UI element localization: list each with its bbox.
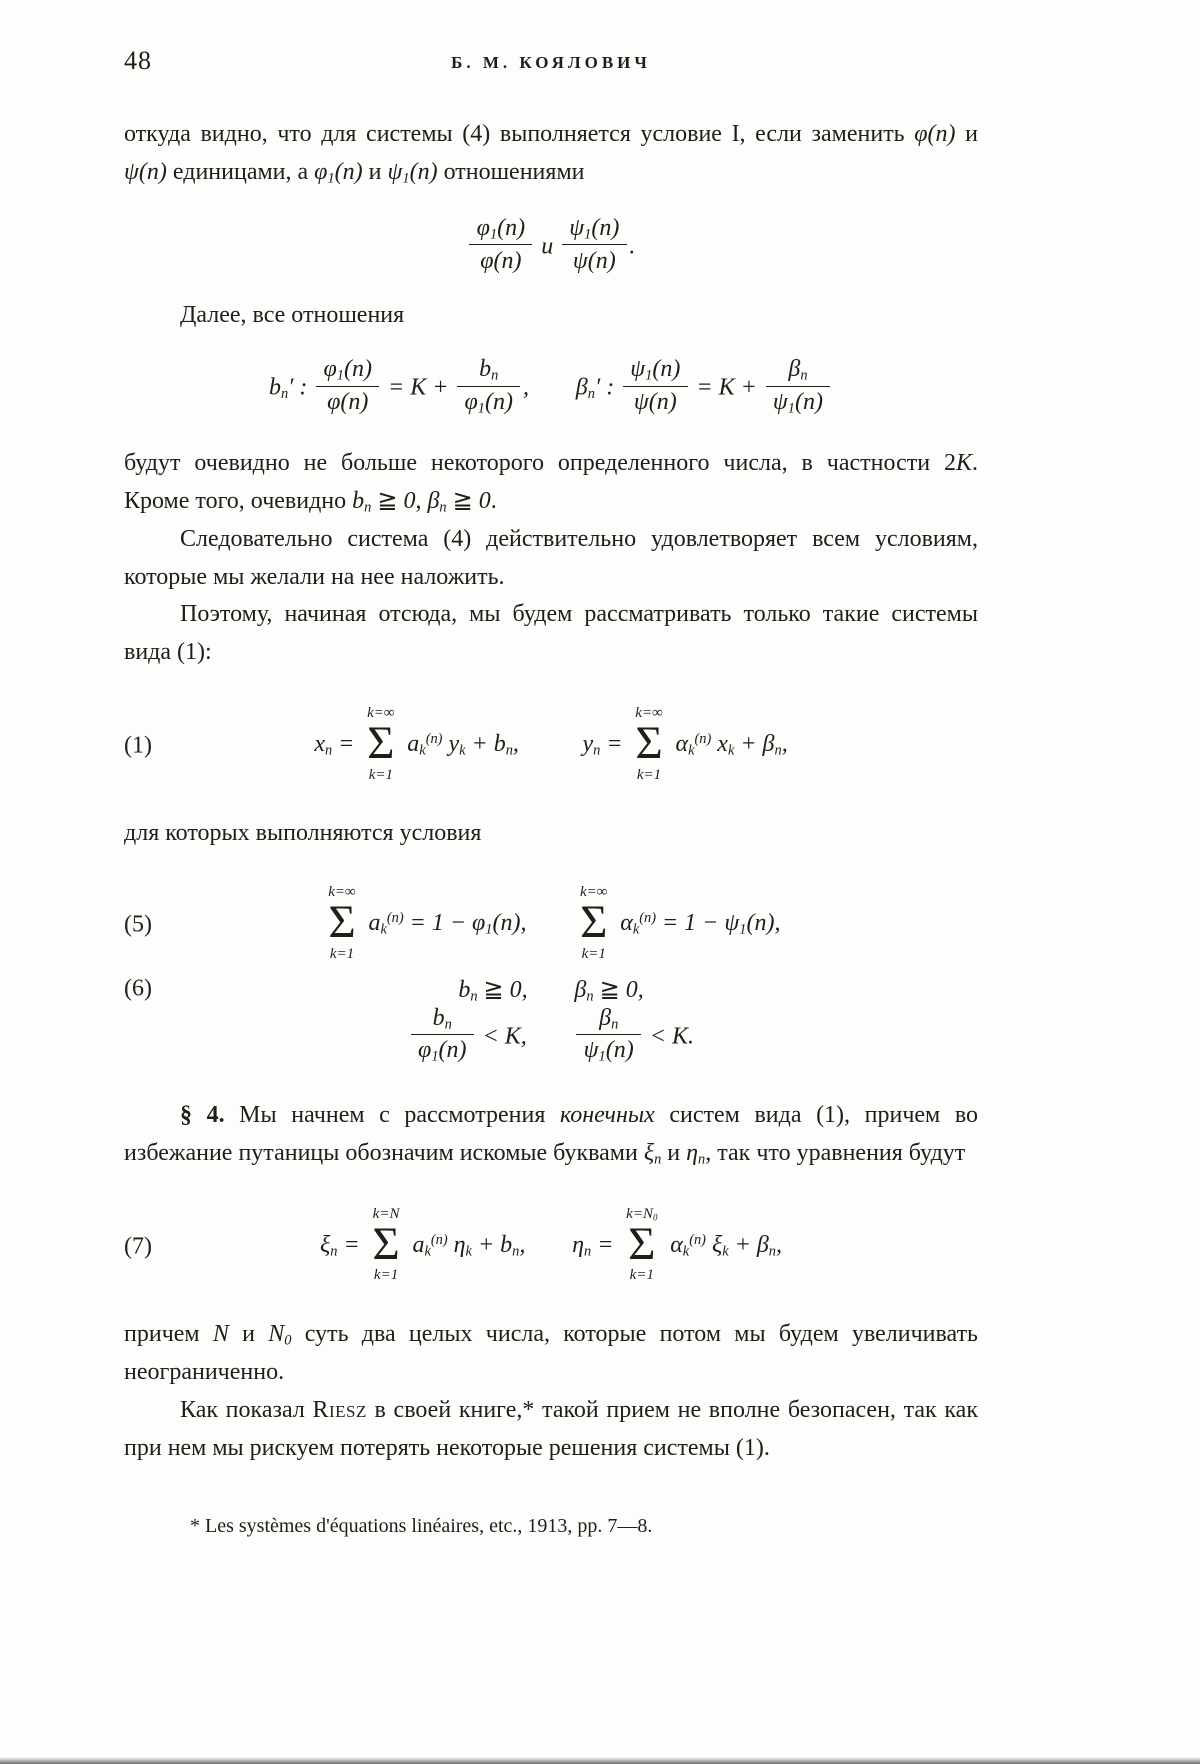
- text-run: и: [661, 1140, 687, 1167]
- equation-6-line-1: [124, 975, 978, 1004]
- text-run: , так что уравнения будут: [705, 1140, 966, 1167]
- equation-number: (5): [124, 911, 152, 938]
- text-run: . Кроме того, очевидно: [124, 449, 978, 514]
- scan-bottom-edge: [0, 1757, 1200, 1764]
- paragraph-riesz: [124, 1392, 978, 1468]
- paragraph-n-numbers: [124, 1316, 978, 1392]
- text-run: ,: [415, 487, 428, 514]
- page-header: [124, 46, 978, 78]
- inline-math: $\varphi_1(n)$: [314, 158, 363, 187]
- equation-7: [124, 1207, 978, 1286]
- equation-formula: $x_n$ = k=∞ Σ k=1 $a_k^{(n)}$ $y_k + b_n$, $y_n$ = k=∞ Σ k=1 $\alpha_k^{(n)}$ $x_k + \beta_n$,: [314, 705, 788, 783]
- inline-math: φ(n): [914, 121, 956, 147]
- text-run: и: [362, 158, 388, 185]
- display-formula-ratios: $\frac{\varphi_1(n)}{\varphi(n)}$ и $\frac{\psi_1(n)}{\psi(n)}$ .: [124, 218, 978, 278]
- paragraph-section-4: [124, 1097, 978, 1173]
- inline-math: $b_n$ ≧ 0: [352, 487, 416, 516]
- section-mark: § 4.: [180, 1102, 225, 1129]
- emphasized-word: конечных: [559, 1102, 655, 1129]
- text-run: причем: [124, 1321, 213, 1348]
- equation-number: (1): [124, 732, 152, 759]
- text-run: .: [490, 487, 497, 514]
- text-run: Как показал: [180, 1396, 313, 1423]
- text-run: систем вида (1), причем во избежание путаницы обозначим искомые буквами: [124, 1102, 979, 1167]
- footnote: * Les systèmes d'équations linéaires, etc., 1913, pp. 7—8.: [190, 1514, 653, 1537]
- paragraph-consequence: Следовательно система (4) действительно удовлетворяет всем условиям, которые мы желали на нее наложить.: [124, 525, 978, 590]
- paragraph-bounds: [124, 445, 978, 521]
- paragraph-therefore: Поэтому, начиная отсюда, мы будем рассматривать только такие системы вида (1):: [124, 601, 978, 666]
- inline-math: $N_0$: [268, 1321, 292, 1349]
- equation-1: [124, 706, 978, 785]
- author-name: Riesz: [312, 1396, 367, 1423]
- text-run: Мы начнем с рассмотрения: [224, 1102, 560, 1129]
- text-run: откуда видно, что для системы (4) выполняется условие I, если заменить: [124, 121, 915, 147]
- equation-formula: $b_n$ ≧ 0, $\beta_n$ ≧ 0,: [458, 976, 644, 1005]
- equation-formula: k=∞ Σ k=1 $a_k^{(n)} = 1 - \varphi_1(n)$, k=∞ Σ k=1 $\alpha_k^{(n)} = 1 - \psi_1(n)$,: [328, 884, 781, 962]
- paragraph-conditions: для которых выполняются условия: [124, 820, 482, 847]
- equation-6-line-2: [124, 1004, 978, 1068]
- equation-5: [124, 885, 978, 964]
- equation-formula: $\xi_n$ = k=N Σ k=1 $a_k^{(n)}$ $\eta_k + b_n$, $\eta_n$ = $k=N_0$ Σ k=1 $\alpha_k^{(n)}$ $\xi_k + \beta_n$,: [319, 1206, 782, 1284]
- text-run: в своей книге,* такой прием не вполне безопасен, так как при нем мы рискуем потерять некоторые решения системы (1).: [124, 1396, 978, 1461]
- inline-math: ψ(n): [124, 158, 167, 185]
- text-run: и: [955, 121, 979, 147]
- equation-number: (7): [124, 1233, 152, 1260]
- inline-math: $\xi_n$: [643, 1140, 662, 1168]
- equation-formula: $\frac{b_n}{\varphi_1(n)}$ < K, $\frac{\beta_n}{\psi_1(n)}$ < K.: [408, 1008, 694, 1068]
- text-run: суть два целых числа, которые потом мы будем увеличивать неограниченно.: [124, 1321, 979, 1386]
- page-number: 48: [124, 46, 152, 75]
- paragraph-intro: [124, 116, 978, 192]
- inline-math: K: [955, 449, 972, 476]
- running-head: Б. М. КОЯЛОВИЧ: [451, 53, 651, 72]
- inline-math: $\eta_n$: [686, 1140, 706, 1168]
- text-run: и: [228, 1321, 269, 1348]
- text-run: отношениями: [437, 158, 585, 185]
- text-run: будут очевидно не больше некоторого определенного числа, в частности 2: [124, 449, 956, 476]
- paragraph-dalee: Далее, все отношения: [180, 302, 405, 329]
- inline-math: $\beta_n$ ≧ 0: [427, 487, 491, 516]
- inline-math: N: [212, 1321, 229, 1348]
- inline-math: $\psi_1(n)$: [387, 158, 438, 187]
- text-run: единицами, а: [166, 158, 315, 185]
- display-formula-relations: $b_n'$ : $\frac{\varphi_1(n)}{\varphi(n)}$ = K + $\frac{b_n}{\varphi_1(n)}$ , $\beta_n'$ : $\frac{\psi_1(n)}{\psi(n)}$ = K + $\frac{\beta_n}{\psi_1(n)}$: [124, 359, 978, 419]
- equation-number: (6): [124, 975, 152, 1002]
